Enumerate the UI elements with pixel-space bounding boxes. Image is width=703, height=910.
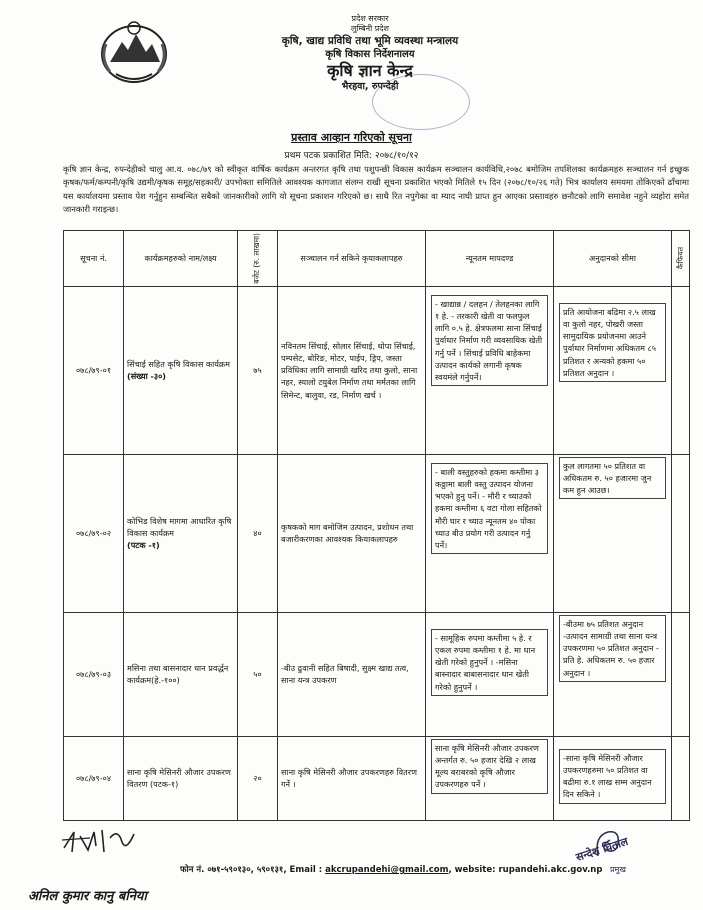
nepal-emblem-icon (92, 14, 176, 88)
row-grant: -साना कृषि मेसिनरी औजार उपकरणहरुमा ५० प्रतिशत वा बढीमा रु.१ लाख सम्म अनुदान दिन सकिने । (554, 736, 672, 820)
header-remarks: कैफियत (672, 231, 690, 287)
office-location: भैरहवा, रुपन्देही (341, 81, 399, 92)
row-no: ०७८/७९-०१ (64, 286, 124, 454)
row-program: कोभिड विशेष मागमा आधारित कृषि विकास कार्यक्रम (पटक -१) (124, 454, 238, 612)
row-no: ०७८/७९-०४ (64, 736, 124, 820)
row-activities: कृषकको माग बमोजिम उत्पादन, प्रशोधन तथा बजारीकरणका आवश्यक कियाकलापहरु (278, 454, 426, 612)
ministry-name: कृषि, खाद्य प्रविधि तथा भूमि व्यवस्था मन्त्रालय (281, 35, 459, 47)
row-budget: २० (238, 736, 278, 820)
row-program: सिंचाई सहित कृषि विकास कार्यक्रम (संख्या -३०) (124, 286, 238, 454)
row-grant: कुल लागतमा ५० प्रतिशत वा अधिकतम रु. ५० हजारमा जुन कम हुन आउछ। (554, 454, 672, 612)
row-criteria: साना कृषि मेसिनरी औजार उपकरण अन्तर्गत रु. ५० हजार देखि २ लाख मूल्य बराबरको कृषि औजार उपकरणहरु पर्ने । (426, 736, 554, 820)
row-activities: नविनतम सिंचाई, सोलार सिंचाई, थोपा सिंचाई, पम्पसेट, बोरिङ, मोटर, पाईप, ड्रिप, जस्ता प्रविधिका लागि सामाग्री खरिद तथा कुलो, साना नहर, स्यालो टयुबेल निर्माण तथा मर्मतका लागि सिमेन्ट, बालुवा, रड, निर्माण खर्च । (278, 286, 426, 454)
notice-intro: कृषि ज्ञान केन्द्र, रुपन्देहीको चालु आ.व. ०७८/७९ को स्वीकृत वार्षिक कार्यक्रम अन्तरगत कृषि तथा पशुपन्छी विकास कार्यक्रम सञ्चालन कार्यविधि,२०७८ बमोजिम तपशिलका कार्यक्रमहरु सञ्चालन गर्न इच्छुक कृषक/फर्म/कम्पनी/कृषि उद्यमी/कृषक समूह/सहकारी/ उपभोक्ता समितिले आवश्यक कागजात संलग्न राखी सूचना प्रकाशित भएको मितिले १५ दिन (२०७८/१०/२६ गते) भित्र कार्यालय समयमा तोकिएको ढाँचामा यस कार्यालयमा प्रस्ताव पेश गर्नुहुन सम्बन्धित सबैको जानकारीको लागि यो सूचना प्रकाशन गरिएको छ। साथै रित नपुगेका वा म्याद नाघी प्राप्त हुन आएका प्रस्तावहरु छनौटको लागि समावेश नहुने व्यहोरा समेत जानकारी गराइन्छ। (63, 164, 689, 215)
row-no: ०७८/७९-०३ (64, 612, 124, 736)
header-budget: बजेट (रु. लाखमा) (238, 231, 278, 287)
row-budget: ४० (238, 454, 278, 612)
left-signature-icon (60, 826, 150, 856)
row-criteria: - खाद्यान्न / दलहन / तेलहनका लागि १ हे. - तरकारी खेती वा फलफुल लागि ०.५ हे. क्षेत्रफलमा साना सिंचाई पुर्वाधार निर्माण गरी व्यवसायिक खेती गर्नु पर्ने । सिंचाई प्रविधि बाहेकमा उत्पादन कार्यको लगानी कृषक स्वयमंले गर्नुपर्ने। (426, 286, 554, 454)
office-stamp-icon (372, 74, 470, 130)
row-budget: ७५ (238, 286, 278, 454)
row-grant: प्रति आयोजना बढिमा २.५ लाख वा कुलो नहर, पोखरी जस्ता सामुदायिक प्रयोजनमा आउने पुर्वाधार निर्माणमा अधिकतम ८५ प्रतिशत र अन्यको हकमा ५० प्रतिशत अनुदान । (554, 286, 672, 454)
handwritten-name: अनिल कुमार कानु बनिया (28, 889, 147, 904)
row-no: ०७८/७९-०२ (64, 454, 124, 612)
notice-title: प्रस्ताव आव्हान गरिएको सूचना (291, 131, 412, 144)
footer-website: , website: rupandehi.akc.gov.np (448, 865, 603, 875)
table-row (64, 736, 690, 820)
row-program: मसिना तथा बासनादार धान प्रवर्द्धन कार्यक्रम(हे.-१००) (124, 612, 238, 736)
program-table (63, 230, 690, 821)
row-program: साना कृषि मेसिनरी औजार उपकरण वितरण (पटक-१) (124, 736, 238, 820)
office-header (180, 14, 560, 93)
row-remarks (672, 454, 690, 612)
row-activities: साना कृषि मेसिनरी औजार उपकरणहरु वितरण गर्ने । (278, 736, 426, 820)
footer-email[interactable]: akcrupandehi@gmail.com (325, 865, 449, 875)
notice-subtitle: प्रथम पटक प्रकाशित मिति: २०७८/१०/१२ (284, 151, 419, 161)
row-grant: -बीउमा ७५ प्रतिशत अनुदान -उत्पादन सामाग्री तथा साना यन्त्र उपकरणमा ५० प्रतिशत अनुदान - प्रति हे. अधिकतम रु. ५० हजार अनुदान । (554, 612, 672, 736)
row-criteria: - सामूहिक रुपमा कम्तीमा ५ हे. र एकल रुपमा कम्तीमा १ हे. मा धान खेती गरेको हुनुपर्ने । -मसिना बास्नादार बाबासनादार धान खेती गरेको हुनुपर्ने । (426, 612, 554, 736)
signatory-name: सन्देश घिताल (574, 834, 630, 865)
row-remarks (672, 736, 690, 820)
row-remarks (672, 612, 690, 736)
table-row (64, 286, 690, 454)
header-criteria: न्यूनतम मापदण्ड (426, 231, 554, 287)
header-line2: लुम्बिनी प्रदेश (351, 24, 389, 33)
department-name: कृषि विकास निर्देशनालय (325, 49, 415, 60)
header-grant: अनुदानको सीमा (554, 231, 672, 287)
row-remarks (672, 286, 690, 454)
row-budget: ५० (238, 612, 278, 736)
center-name: कृषि ज्ञान केन्द्र (327, 61, 413, 80)
row-activities: -बीउ ढुवानी सहित बिषादी, सुक्ष्म खाद्य तत्व, साना यन्त्र उपकरण (278, 612, 426, 736)
table-row (64, 454, 690, 612)
footer-phone: फोन नं. ०७१-५९०१३०, ५९०१३१, Email : (180, 865, 323, 875)
contact-footer (180, 864, 602, 875)
row-criteria: - बाली वस्तुहरुको हकमा कम्तीमा ३ कठ्ठामा बाली वस्तु उत्पादन योजना भएको हुनु पर्ने। - मौरी र च्याउको हकमा कम्तीमा ६ वटा गोला सहितको मौरी घार र च्याउ न्यूनतम ४० पोका च्याउ बीउ प्रयोग गरी उत्पादन गर्नु पर्ने। (426, 454, 554, 612)
signatory-title: प्रमुख (610, 865, 626, 874)
table-header-row (64, 231, 690, 287)
header-no: सूचना नं. (64, 231, 124, 287)
header-program: कार्यक्रमहरुको नाम/लक्ष्य (124, 231, 238, 287)
header-line1: प्रदेश सरकार (351, 14, 389, 23)
header-activities: सञ्चालन गर्न सकिने कृयाकलापहरु (278, 231, 426, 287)
table-row (64, 612, 690, 736)
